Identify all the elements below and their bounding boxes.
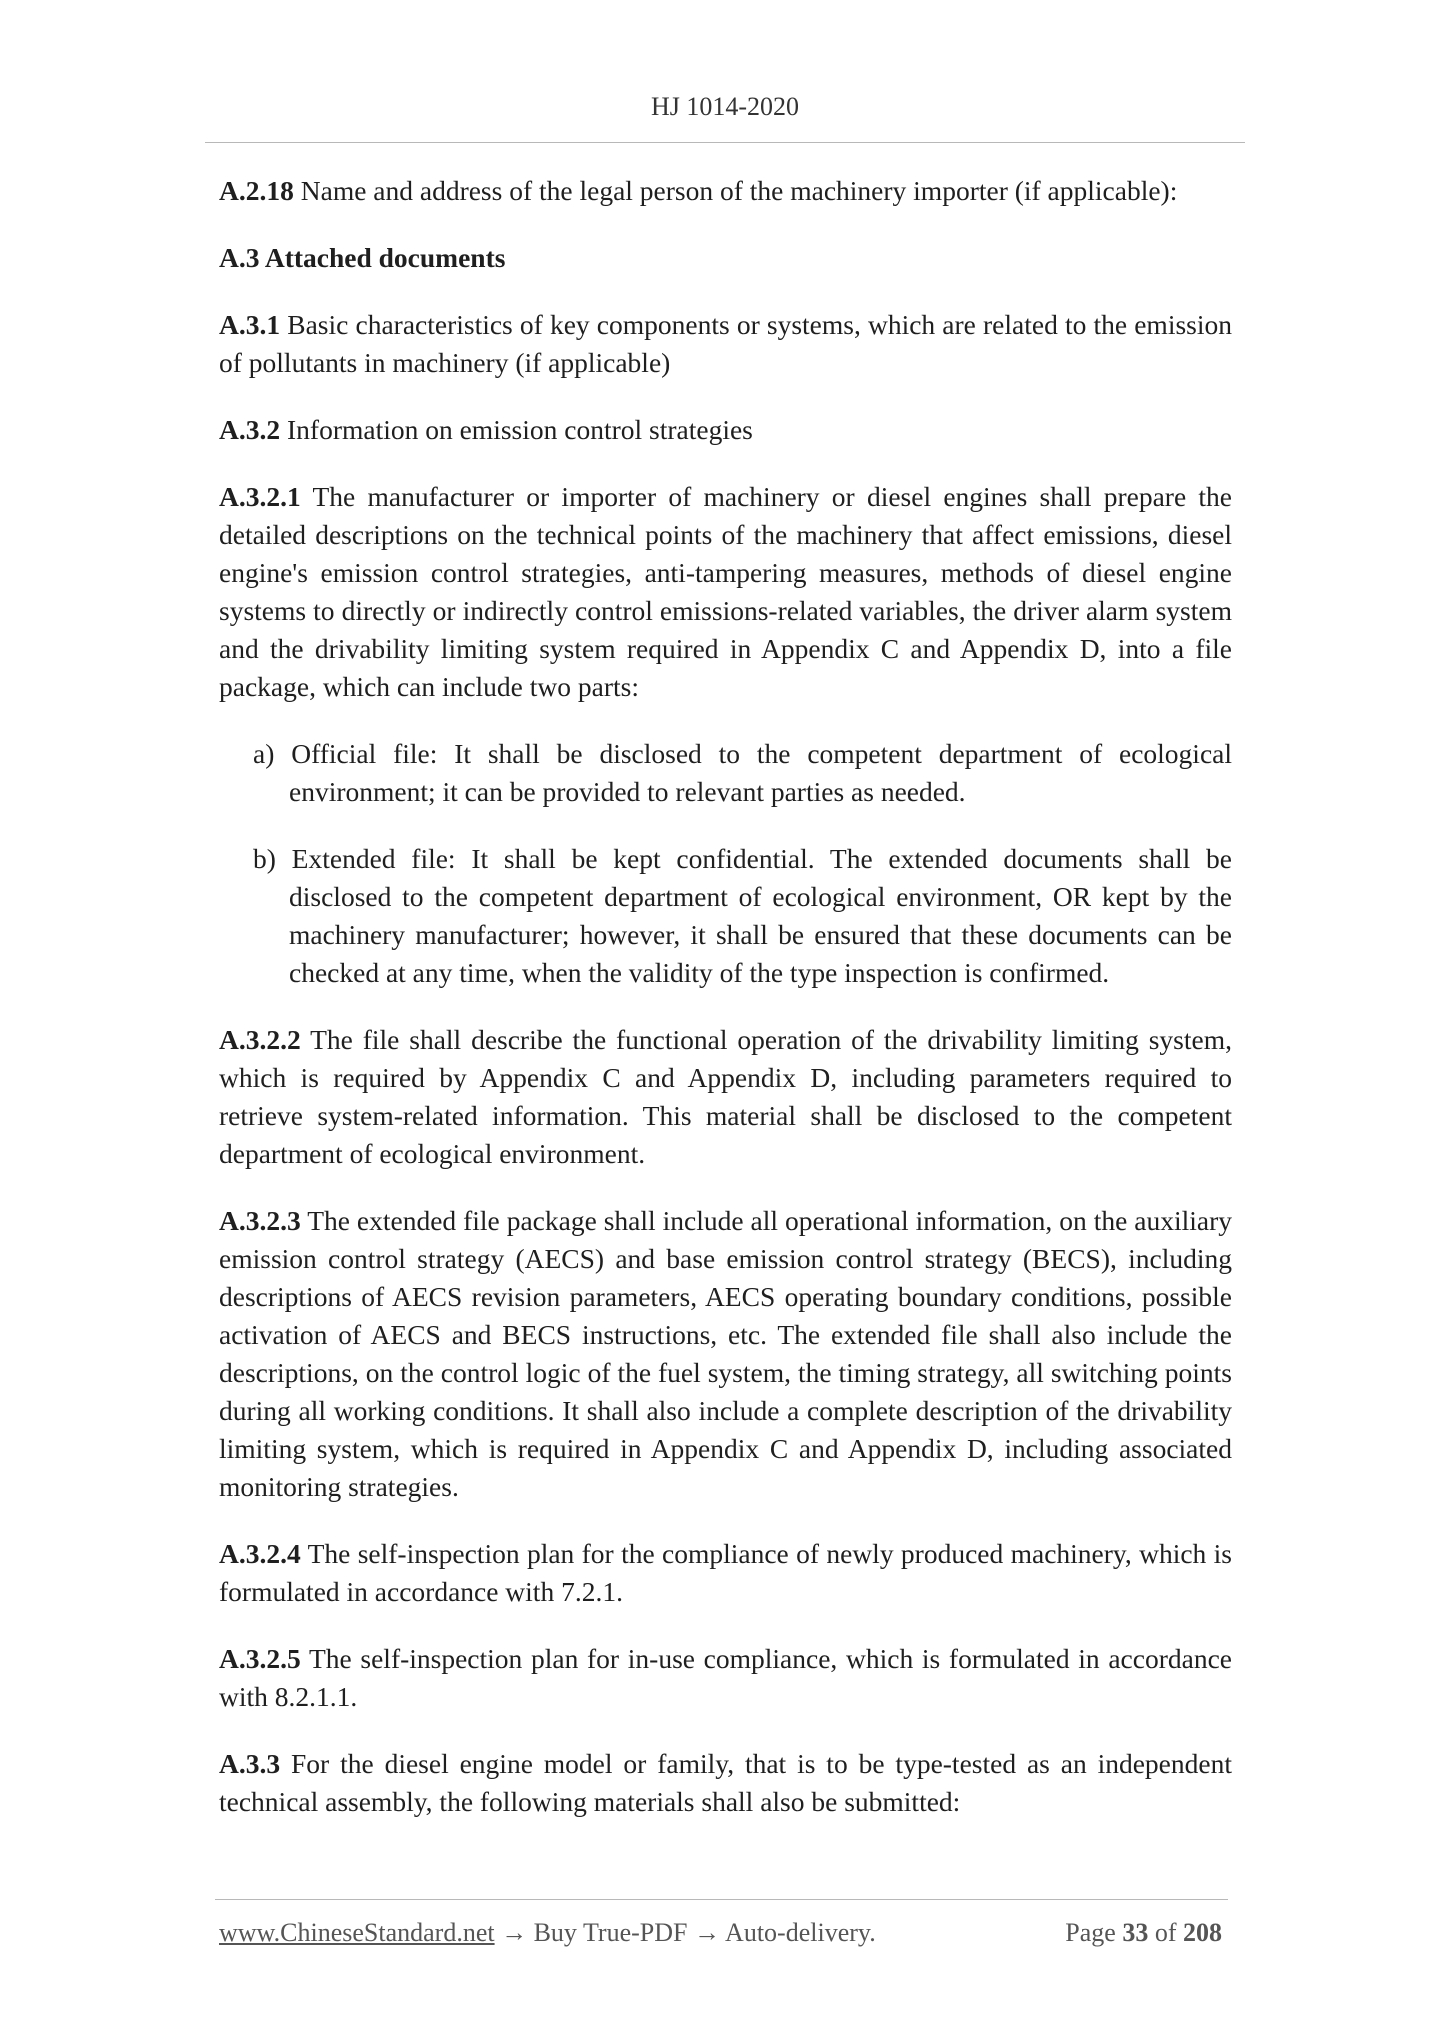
clause-text: Name and address of the legal person of the machinery importer (if applicable): [293,175,1178,206]
header-divider [205,142,1245,143]
footer-promo-text: → Buy True-PDF → Auto-delivery. [494,1918,876,1947]
clause-text: The file shall describe the functional operation of the drivability limiting system, which is required by Appendix C and Appendix D, including parameters required to retrieve system-related information. This material shall be disclosed to the competent department of ecological environment. [219,1024,1232,1169]
clause-number: A.3.2.3 [219,1205,301,1236]
clause-a-3-2-5 [219,1640,1232,1716]
clause-a-2-18 [219,172,1232,210]
clause-text: The self-inspection plan for the compliance of newly produced machinery, which is formulated in accordance with 7.2.1. [219,1538,1232,1607]
page-indicator [1065,1918,1222,1948]
list-item-official-file: a) Official file: It shall be disclosed to the competent department of ecological environment; it can be provided to relevant parties as needed. [253,738,1232,807]
clause-number: A.3.2.2 [219,1024,301,1055]
clause-number: A.3.3 [219,1748,281,1779]
page-header: HJ 1014-2020 [650,92,800,121]
website-link[interactable]: www.ChineseStandard.net [219,1918,495,1947]
clause-a-3-2 [219,411,1232,449]
clause-text: The manufacturer or importer of machinery or diesel engines shall prepare the detailed descriptions on the technical points of the machinery that affect emissions, diesel engine's emission control strategies, anti-tampering measures, methods of diesel engine systems to directly or indirectly control emissions-related variables, the driver alarm system and the drivability limiting system required in Appendix C and Appendix D, into a file package, which can include two parts: [219,481,1232,702]
clause-number: A.3.2 [219,414,281,445]
clause-text: The extended file package shall include all operational information, on the auxiliary emission control strategy (AECS) and base emission control strategy (BECS), including descriptions of AECS revision parameters, AECS operating boundary conditions, possible activation of AECS and BECS instructions, etc. The extended file shall also include the descriptions, on the control logic of the fuel system, the timing strategy, all switching points during all working conditions. It shall also include a complete description of the drivability limiting system, which is required in Appendix C and Appendix D, including associated monitoring strategies. [219,1205,1232,1502]
page-footer [219,1918,1232,1948]
clause-a-3-2-2 [219,1021,1232,1173]
page-label: Page [1065,1918,1123,1947]
clause-number: A.3.2.5 [219,1643,301,1674]
clause-text: Information on emission control strategies [280,414,753,445]
clause-a-3-2-4 [219,1535,1232,1611]
clause-a-3-1 [219,306,1232,382]
page-number: 33 [1122,1918,1149,1947]
clause-number: A.2.18 [219,175,294,206]
section-heading-a-3: A.3 Attached documents [219,242,506,273]
clause-number: A.3.2.4 [219,1538,301,1569]
clause-number: A.3.1 [219,309,281,340]
clause-a-3-3 [219,1745,1232,1821]
clause-a-3-2-3 [219,1202,1232,1506]
total-pages: 208 [1183,1918,1222,1947]
document-body [219,172,1232,1850]
of-label: of [1148,1918,1183,1947]
footer-divider [215,1899,1228,1900]
clause-text: For the diesel engine model or family, that is to be type-tested as an independent technical assembly, the following materials shall also be submitted: [219,1748,1232,1817]
clause-text: Basic characteristics of key components or systems, which are related to the emission of pollutants in machinery (if applicable) [219,309,1232,378]
clause-number: A.3.2.1 [219,481,301,512]
list-item-extended-file: b) Extended file: It shall be kept confidential. The extended documents shall be disclosed to the competent department of ecological environment, OR kept by the machinery manufacturer; however, it shall be ensured that these documents can be checked at any time, when the validity of the type inspection is confirmed. [253,843,1232,988]
clause-a-3-2-1 [219,478,1232,706]
clause-text: The self-inspection plan for in-use compliance, which is formulated in accordance with 8.2.1.1. [219,1643,1232,1712]
